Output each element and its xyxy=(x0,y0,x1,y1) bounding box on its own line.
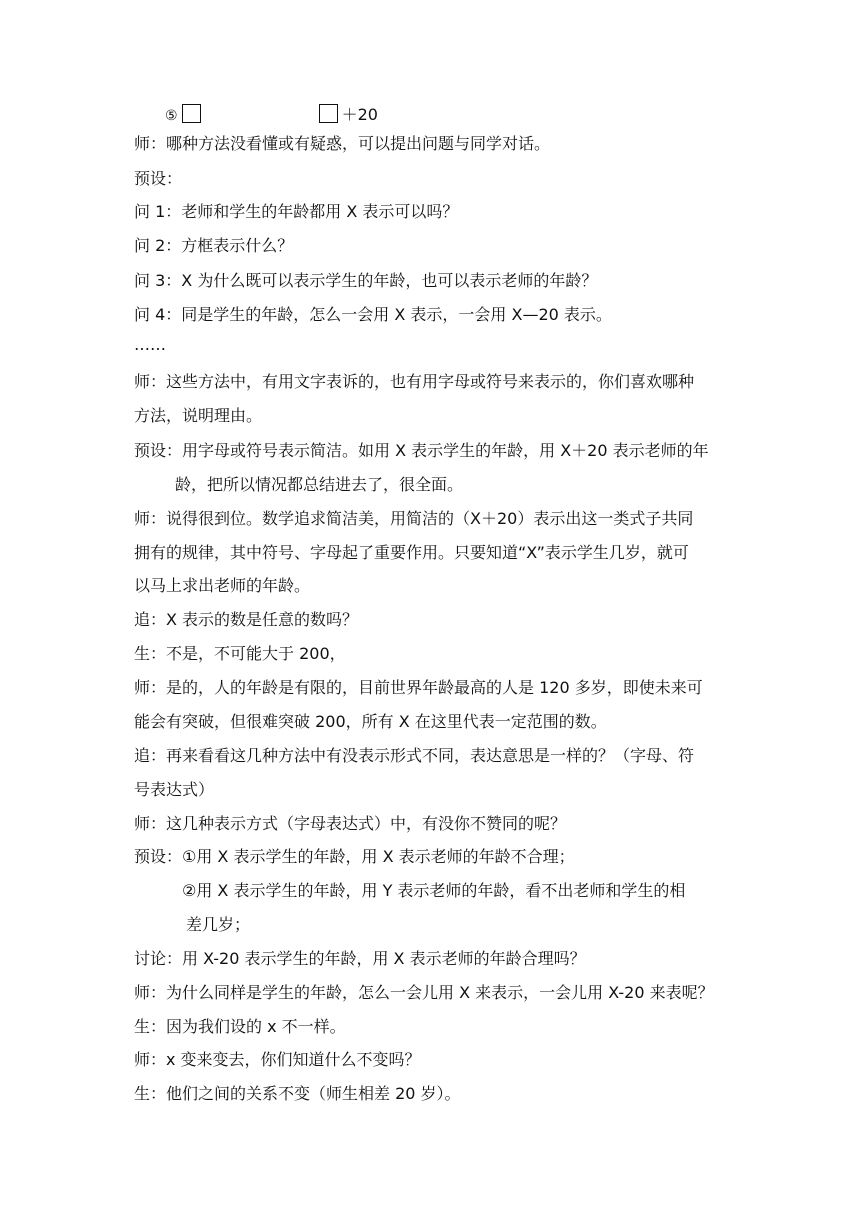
text-line: 能会有突破，但很难突破 200，所有 X 在这里代表一定范围的数。 xyxy=(134,712,607,731)
text-line: 追：再来看看这几种方法中有没表示形式不同，表达意思是一样的？（字母、符 xyxy=(134,746,695,765)
text-line: 龄，把所以情况都总结进去了，很全面。 xyxy=(175,475,464,494)
text-line: 预设： xyxy=(134,169,183,188)
plus-20-text: ＋20 xyxy=(341,105,378,124)
text-line: 问 4：同是学生的年龄，怎么一会用 X 表示，一会用 X—20 表示。 xyxy=(134,305,612,324)
text-line: 追：X 表示的数是任意的数吗？ xyxy=(134,610,359,629)
empty-box-1 xyxy=(182,104,201,123)
text-line: 生：因为我们设的 x 不一样。 xyxy=(134,1017,346,1036)
circled-number-5: ⑤ xyxy=(165,108,178,124)
option-row-5 xyxy=(165,104,378,127)
text-line: 师：这几种表示方式（字母表达式）中，有没你不赞同的呢？ xyxy=(134,814,567,833)
text-line: 号表达式） xyxy=(134,780,215,799)
text-line: 预设：用字母或符号表示简洁。如用 X 表示学生的年龄，用 X＋20 表示老师的年 xyxy=(134,441,709,460)
text-line: 问 3：X 为什么既可以表示学生的年龄，也可以表示老师的年龄？ xyxy=(134,271,598,290)
text-line: 师：说得很到位。数学追求简洁美，用简洁的（X＋20）表示出这一类式子共同 xyxy=(134,509,694,528)
empty-box-2 xyxy=(319,104,338,123)
text-line: 预设：①用 X 表示学生的年龄，用 X 表示老师的年龄不合理； xyxy=(134,847,575,866)
text-line: 以马上求出老师的年龄。 xyxy=(134,576,311,595)
text-line: …… xyxy=(134,335,166,354)
text-line: 师：x 变来变去，你们知道什么不变吗？ xyxy=(134,1050,421,1069)
text-line: 讨论：用 X-20 表示学生的年龄，用 X 表示老师的年龄合理吗？ xyxy=(134,949,586,968)
text-line: 生：他们之间的关系不变（师生相差 20 岁）。 xyxy=(134,1084,461,1103)
text-line: 差几岁； xyxy=(186,915,251,934)
text-line: 问 2：方框表示什么？ xyxy=(134,236,294,255)
text-line: 师：哪种方法没看懂或有疑惑，可以提出问题与同学对话。 xyxy=(134,134,551,153)
text-line: 问 1：老师和学生的年龄都用 X 表示可以吗？ xyxy=(134,202,459,221)
text-line: 师：是的，人的年龄是有限的，目前世界年龄最高的人是 120 多岁，即使未来可 xyxy=(134,678,703,697)
text-line: 方法，说明理由。 xyxy=(134,406,263,425)
text-line: 师：这些方法中，有用文字表诉的，也有用字母或符号来表示的，你们喜欢哪种 xyxy=(134,372,695,391)
text-line: ②用 X 表示学生的年龄，用 Y 表示老师的年龄，看不出老师和学生的相 xyxy=(182,881,686,900)
text-line: 拥有的规律，其中符号、字母起了重要作用。只要知道“X”表示学生几岁，就可 xyxy=(134,543,689,562)
text-line: 生：不是，不可能大于 200， xyxy=(134,644,346,663)
text-line: 师：为什么同样是学生的年龄，怎么一会儿用 X 来表示，一会儿用 X-20 来表呢？ xyxy=(134,983,714,1002)
